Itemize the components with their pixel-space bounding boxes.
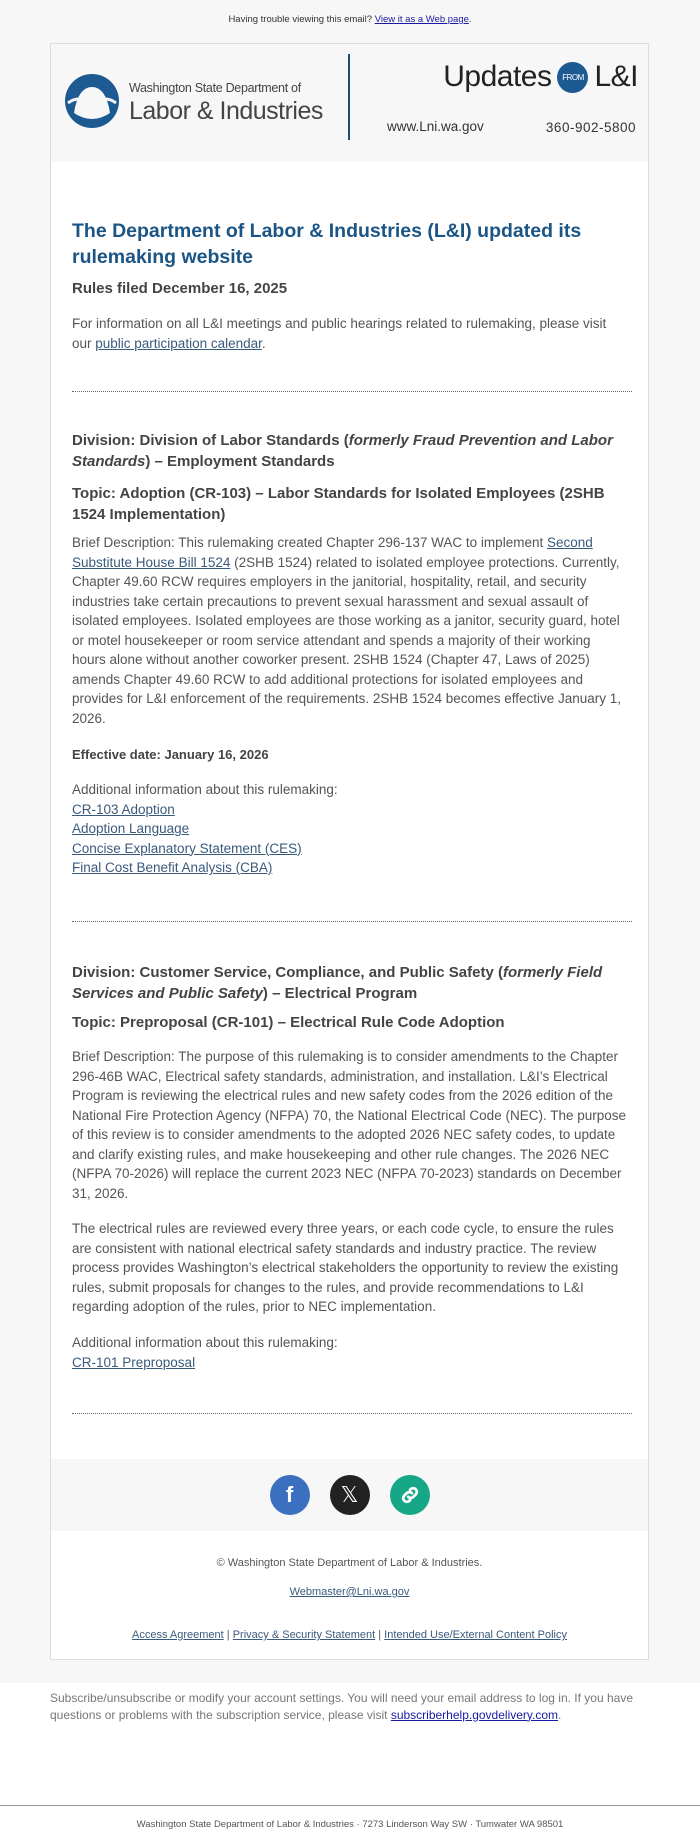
header-divider (348, 54, 350, 140)
header-banner (51, 44, 648, 162)
rule1-topic: Topic: Adoption (CR-103) – Labor Standards for Isolated Employees (2SHB 1524 Implementation) (72, 485, 605, 523)
2shb-1524-link[interactable]: Second Substitute House Bill 1524 (72, 535, 593, 570)
view-web-page-link[interactable]: View it as a Web page (374, 14, 469, 25)
webmaster-email-wrap (51, 1586, 648, 1598)
rule2-topic: Topic: Preproposal (CR-101) – Electrical Rule Code Adoption (72, 1014, 505, 1031)
additional-info-label: Additional information about this rulemaking: (72, 1335, 338, 1350)
rule1-links (72, 780, 627, 878)
section-divider (72, 921, 632, 922)
punct: . (468, 14, 472, 25)
privacy-statement-link[interactable]: Privacy & Security Statement (232, 1629, 376, 1641)
public-participation-calendar-link[interactable]: public participation calendar (95, 335, 262, 351)
rule2-brief: Brief Description: The purpose of this rulemaking is to consider amendments to the Chapter 296-46B WAC, Electrical safety standards, administration, and installation. L&I’s Electrical Program is reviewing the electrical rules and new safety codes from the 2026 edition of the National Fire Protection Agency (NFPA) 70, the National Electrical Code (NEC). The purpose of this review is to consider amendments to the adopted 2026 NEC safety codes, to update and clarify existing rules, and make housekeeping and other rule changes. The 2026 NEC (NFPA 70-2026) will replace the current 2023 NEC (NFPA 70-2023) standards on December 31, 2026. (72, 1049, 627, 1201)
copyright: © Washington State Department of Labor & Industries. (216, 1557, 483, 1569)
division-text: ) – Electrical Program (262, 985, 418, 1002)
rule2-links (72, 1333, 627, 1372)
li-text: L&I (594, 60, 638, 93)
intro-paragraph (72, 314, 627, 353)
preheader-text: Having trouble viewing this email? (228, 14, 373, 25)
division-formerly: formerly Fraud Prevention and Labor Standards (72, 432, 613, 470)
rules-filed-heading: Rules filed December 16, 2025 (72, 280, 288, 297)
lni-logo-icon (64, 73, 120, 129)
x-icon[interactable]: 𝕏 (330, 1475, 370, 1515)
subscription-text: Subscribe/unsubscribe or modify your account settings. You will need your email address to log in. If you have questions or problems with the subscription service, please visit (50, 1691, 633, 1722)
dept-name-line2: Labor & Industries (129, 97, 323, 125)
dept-name-line1: Washington State Department of (129, 81, 301, 95)
mailing-address: Washington State Department of Labor & Industries · 7273 Linderson Way SW · Tumwater WA 98501 (136, 1819, 564, 1830)
cba-link[interactable]: Final Cost Benefit Analysis (CBA) (72, 860, 273, 875)
footer-links (51, 1629, 648, 1641)
social-links (51, 1459, 648, 1531)
cr-103-adoption-link[interactable]: CR-103 Adoption (72, 801, 175, 817)
brief-text: (2SHB 1524) related to isolated employee protections. Currently, Chapter 49.60 RCW requires employers in the janitorial, hospitality, retail, and security industries take certain precautions to prevent sexual harassment and sexual assault of isolated employees. Isolated employees are those working as a janitor, security guard, hotel or motel housekeeper or room service attendant and spends a majority of their working hours alone without another coworker present. 2SHB 1524 (Chapter 47, Laws of 2025) amends Chapter 49.60 RCW to add additional protections for isolated employees and provides for L&I enforcement of the requirements. 2SHB 1524 becomes effective January 1, 2026. (72, 554, 622, 726)
separator: | (226, 1629, 230, 1641)
footer-divider (0, 1805, 700, 1806)
updates-from-li-title (443, 60, 638, 94)
rule2-division (72, 962, 627, 1004)
website-text: www.Lni.wa.gov (387, 119, 484, 134)
punct: . (558, 1707, 562, 1722)
subscriber-help-link[interactable]: subscriberhelp.govdelivery.com (390, 1707, 559, 1722)
intended-use-policy-link[interactable]: Intended Use/External Content Policy (384, 1629, 567, 1641)
rule1-brief (72, 533, 627, 728)
division-text: Division: Division of Labor Standards ( (72, 432, 349, 449)
rule1-effective-date: Effective date: January 16, 2026 (72, 747, 269, 762)
rule1-division (72, 430, 627, 472)
phone-text: 360-902-5800 (545, 120, 636, 135)
page-title: The Department of Labor & Industries (L&I) updated its rulemaking website (72, 220, 582, 268)
brief-text: Brief Description: This rulemaking created Chapter 296-137 WAC to implement (72, 535, 547, 550)
punct: . (261, 335, 266, 351)
from-badge: FROM (557, 62, 588, 93)
section-divider (72, 1413, 632, 1414)
webmaster-email-link[interactable]: Webmaster@Lni.wa.gov (289, 1586, 410, 1598)
subscription-notice (50, 1690, 640, 1723)
division-formerly: formerly Field Services and Public Safety (72, 964, 603, 1002)
rule2-paragraph: The electrical rules are reviewed every three years, or each code cycle, to ensure the rules are consistent with national electrical safety standards and industry practice. The review process provides Washington’s electrical stakeholders the opportunity to review the existing rules, submit proposals for changes to the rules, and provide recommendations to L&I regarding adoption of the rules, prior to NEC implementation. (72, 1221, 619, 1314)
adoption-language-link[interactable]: Adoption Language (72, 821, 190, 836)
access-agreement-link[interactable]: Access Agreement (132, 1629, 224, 1641)
updates-text: Updates (443, 60, 552, 93)
division-text: ) – Employment Standards (145, 453, 335, 470)
facebook-icon[interactable]: f (270, 1475, 310, 1515)
ces-link[interactable]: Concise Explanatory Statement (CES) (72, 840, 302, 856)
division-text: Division: Customer Service, Compliance, and Public Safety ( (72, 964, 503, 981)
section-divider (72, 391, 632, 392)
intro-text: For information on all L&I meetings and public hearings related to rulemaking, please visit our (72, 316, 607, 351)
additional-info-label: Additional information about this rulemaking: (72, 782, 338, 797)
link-icon[interactable] (390, 1475, 430, 1515)
cr-101-preproposal-link[interactable]: CR-101 Preproposal (72, 1354, 196, 1370)
preheader (0, 14, 700, 25)
email-body (50, 43, 649, 1660)
separator: | (378, 1629, 382, 1641)
